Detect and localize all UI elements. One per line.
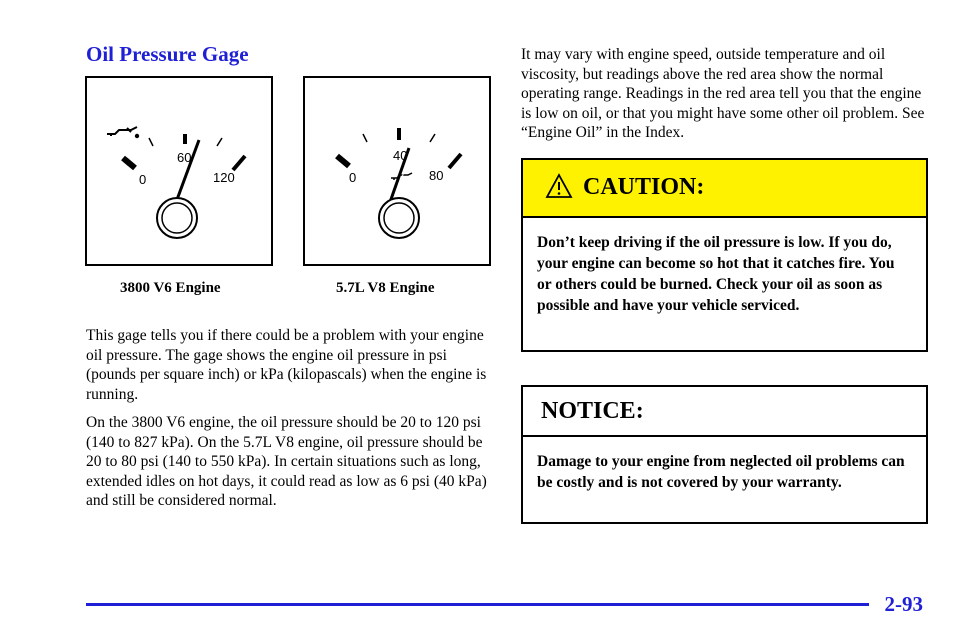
left-text-column <box>86 326 496 511</box>
warning-triangle-icon <box>545 173 573 199</box>
caution-text: Don’t keep driving if the oil pressure is low. If you do, your engine can become so hot that it catches fire. You or others could be burned. Check your oil as soon as possible and have your vehicle serviced. <box>537 234 895 314</box>
footer-rule <box>86 603 869 606</box>
caution-box <box>521 158 928 352</box>
gauge-v8-label-max: 80 <box>429 168 444 183</box>
gauge-v6-label-mid: 60 <box>177 150 192 165</box>
caution-header <box>523 160 926 218</box>
notice-box <box>521 385 928 524</box>
gauge-v8-label-mid: 40 <box>393 148 408 163</box>
section-heading: Oil Pressure Gage <box>86 42 249 66</box>
caution-title: CAUTION: <box>583 174 705 200</box>
paragraph-pressure-ranges: On the 3800 V6 engine, the oil pressure should be 20 to 120 psi (140 to 827 kPa). On the 5.7L V8 engine, oil pressure should be 20 to 80 psi (140 to 550 kPa). In certain situations such as long, extended idles on hot days, it could read as low as 6 psi (40 kPa) and still be considered normal. <box>86 414 487 509</box>
notice-text: Damage to your engine from neglected oil problems can be costly and is not covered by your warranty. <box>537 453 905 491</box>
gauge-v6-label-min: 0 <box>139 172 147 187</box>
gauge-v6-label-max: 120 <box>213 170 235 185</box>
gauge-v8-label-min: 0 <box>349 170 357 185</box>
gauge-v6-dial <box>87 78 275 268</box>
notice-title: NOTICE: <box>541 398 644 424</box>
notice-header <box>523 387 926 437</box>
paragraph-readings: It may vary with engine speed, outside temperature and oil viscosity, but readings above the red area show the normal operating range. Readings in the red area tell you that the engine is low on oil, or that you might have some other oil problem. See “Engine Oil” in the Index. <box>521 46 925 141</box>
paragraph-gage-purpose: This gage tells you if there could be a problem with your engine oil pressure. The gage shows the engine oil pressure in psi (pounds per square inch) or kPa (kilopascals) when the engine is running. <box>86 327 487 403</box>
gauge-v8-dial <box>305 78 493 268</box>
gauge-v6-caption: 3800 V6 Engine <box>120 280 221 296</box>
right-text-column <box>521 45 926 143</box>
gauge-v8-figure <box>303 76 491 266</box>
gauge-v8-caption: 5.7L V8 Engine <box>336 280 435 296</box>
gauge-v6-figure <box>85 76 273 266</box>
page-number: 2-93 <box>884 592 923 616</box>
oil-can-icon <box>107 127 138 137</box>
